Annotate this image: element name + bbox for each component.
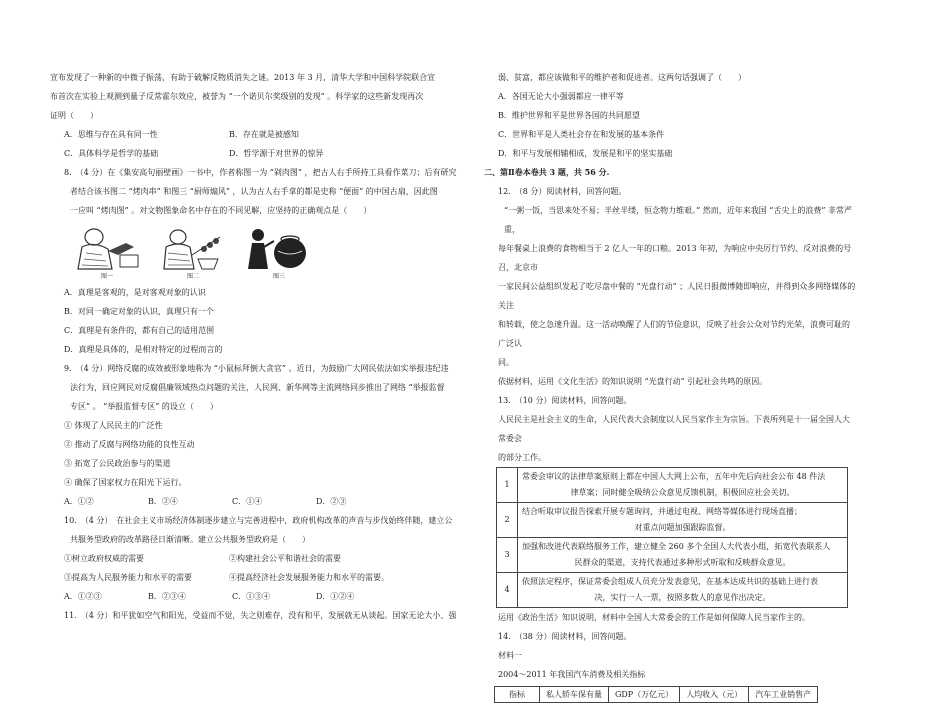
q12-heading: 12. （8 分）阅读材料，回答问题。 — [498, 187, 627, 196]
row-number: 4 — [497, 573, 518, 608]
table-header: 汽车工业销售产 — [749, 687, 818, 703]
mural-figure-one-image — [72, 225, 142, 273]
q9-statement: ④ 确保了国家权力在阳光下运行。 — [64, 478, 187, 487]
q9-options-row — [50, 492, 470, 511]
q7-option-b[interactable]: B．存在就是被感知 — [229, 130, 299, 139]
q11-option-b[interactable]: B．维护世界和平是世界各国的共同愿望 — [498, 111, 640, 120]
q9-statement: ① 体现了人民民主的广泛性 — [64, 421, 163, 430]
q14-heading: 14. （38 分）阅读材料，回答问题。 — [498, 632, 632, 641]
q8-option-b[interactable]: B．对同一确定对象的认识，真理只有一个 — [64, 307, 214, 316]
q7-option-d[interactable]: D．哲学源于对世界的惊异 — [229, 149, 324, 158]
q11-text: 弱、贫富，都应该做和平的维护者和促进者。这两句话强调了（ ） — [498, 73, 746, 82]
q10-statement: ④提高经济社会发展服务能力和水平的需要。 — [229, 573, 389, 582]
npc-work-table — [496, 467, 848, 608]
q9-option-a[interactable]: A．①② — [64, 497, 94, 506]
figure-three — [240, 225, 318, 281]
mural-figure-three-image — [244, 225, 314, 273]
left-column — [50, 68, 470, 625]
table-header: 私人轿车保有量 — [540, 687, 609, 703]
q9-text: 专区” 。 “举报监督专区” 的设立（ ） — [70, 402, 218, 411]
table-row — [497, 538, 848, 573]
q11-option-a[interactable]: A．各国无论大小强弱都应一律平等 — [498, 92, 624, 101]
q12-text: “一粥一饭，当思来处不易；半丝半缕，恒念物力维艰。” 然而，近年来我国 “舌尖上的浪费” 非常严重， — [504, 206, 852, 234]
q12-text: 一家民间公益组织发起了吃尽盘中餐的 “光盘行动” ；人民日报微博随即响应，并得到众多网络媒体的关注 — [498, 282, 856, 310]
q9-statement: ③ 拓宽了公民政治参与的渠道 — [64, 459, 171, 468]
q12-text: 每年餐桌上浪费的食物相当于 2 亿人一年的口粮。2013 年初，为响应中央厉行节约、反对浪费的号召，北京市 — [498, 244, 852, 272]
q9-text: 法行为，回应网民对反腐倡廉领域热点问题的关注，人民网、新华网等主流网络同步推出了网络 “举报监督 — [70, 383, 445, 392]
section-heading: 二、第Ⅱ卷本卷共 3 题，共 56 分. — [484, 167, 610, 177]
q14-table-title: 2004～2011 年我国汽车消费及相关指标 — [498, 670, 646, 679]
row-number: 2 — [497, 503, 518, 538]
cell-line: 常委会审议的法律草案原则上都在中国人大网上公布，五年中先后向社会公布 48 件法 — [522, 472, 826, 481]
q7-text: 布首次在实验上观测到量子反常霍尔效应，被誉为 “一个诺贝尔奖级别的发现” 。科学家的这些新发现再次 — [50, 92, 424, 101]
q10-option-d[interactable]: D．①②④ — [316, 592, 355, 601]
row-number: 1 — [497, 468, 518, 503]
table-row — [497, 573, 848, 608]
q10-statements-row — [50, 549, 470, 568]
table-header: GDP（万亿元） — [609, 687, 680, 703]
q8-option-c[interactable]: C．真理是有条件的，都有自己的适用范围 — [64, 326, 215, 335]
q7-text: 证明（ ） — [50, 111, 98, 120]
table-row — [497, 468, 848, 503]
q8-text: 8. （4 分）在《集安高句丽壁画》一书中，作者称图一为 “剁肉图” ，把古人右手所持工具看作菜刀；后有研究 — [64, 168, 457, 177]
table-cell — [518, 538, 848, 573]
q10-statements-row — [50, 568, 470, 587]
row-number: 3 — [497, 538, 518, 573]
q13-text: 的部分工作。 — [498, 453, 546, 462]
q10-option-a[interactable]: A．①②③ — [64, 592, 102, 601]
q8-text: 一应叫 “烤肉图” 。对文物图象命名中存在的不同见解，应坚持的正确观点是（ ） — [70, 206, 372, 215]
q13-heading: 13. （10 分）阅读材料，回答问题。 — [498, 396, 632, 405]
q13-question: 运用《政治生活》知识说明，材料中全国人大常委会的工作是如何保障人民当家作主的。 — [498, 613, 810, 622]
q12-text: 和转载，使之急速升温。这一活动唤醒了人们的节俭意识，反映了社会公众对节约光荣，浪费可耻的广泛认 — [498, 320, 850, 348]
figure-one-caption: 图一 — [100, 273, 113, 280]
mural-figure-two-image — [158, 225, 228, 273]
q7-option-a[interactable]: A．思维与存在具有同一性 — [64, 130, 158, 139]
table-cell — [518, 573, 848, 608]
q8-option-d[interactable]: D．真理是具体的，是相对特定的过程而言的 — [64, 345, 223, 354]
figure-two — [154, 225, 232, 281]
table-cell — [518, 503, 848, 538]
q7-options-row — [50, 144, 470, 163]
q8-text: 者结合该书图二 “烤肉串” 和图三 “厨师煽风” ，认为古人右手拿的都是史称 “便面” 的中国古扇，因此图 — [70, 187, 438, 196]
table-cell — [518, 468, 848, 503]
q9-statement: ② 推动了反腐与网络功能的良性互动 — [64, 440, 195, 449]
table-header-row — [495, 687, 818, 703]
cell-line: 决，实行一人一票，按照多数人的意见作出决定。 — [594, 593, 771, 602]
q14-material-label: 材料一 — [498, 651, 522, 660]
q9-option-b[interactable]: B．②④ — [148, 497, 178, 506]
q13-text: 人民民主是社会主义的生命，人民代表大会制度以人民当家作主为宗旨。下表所列是十一届全国人大常委会 — [498, 415, 850, 443]
q10-option-b[interactable]: B．②③④ — [148, 592, 186, 601]
cell-line: 加强和改进代表联络服务工作，建立健全 260 多个全国人大代表小组，拓宽代表联系人 — [522, 542, 831, 551]
cell-line: 对重点问题加强跟踪监督。 — [634, 523, 731, 532]
q7-text: 宣布发现了一种新的中微子振荡，有助于破解反物质消失之谜。2013 年 3 月，清华大学和中国科学院联合宣 — [50, 73, 436, 82]
q11-text: 11. （4 分）和平犹如空气和阳光，受益而不觉，失之则难存，没有和平，发展就无从谈起。国家无论大小、强 — [64, 611, 457, 620]
q10-statement: ③提高为人民服务能力和水平的需要 — [64, 573, 192, 582]
q7-option-c[interactable]: C．具体科学是哲学的基础 — [64, 149, 159, 158]
q9-option-d[interactable]: D．②③ — [316, 497, 347, 506]
mural-figures — [50, 221, 470, 281]
q10-options-row — [50, 587, 470, 606]
car-consumption-table — [494, 686, 818, 703]
q12-text: 同。 — [498, 358, 514, 367]
q7-options-row — [50, 125, 470, 144]
cell-line: 律草案；同时健全吸纳公众意见反馈机制，积极回应社会关切。 — [570, 488, 795, 497]
figure-one — [68, 225, 146, 281]
right-column — [484, 68, 856, 703]
q10-statement: ①树立政府权威的需要 — [64, 554, 144, 563]
q10-text: 共服务型政府的改革路径日渐清晰。建立公共服务型政府是（ ） — [70, 535, 310, 544]
q11-option-d[interactable]: D．和平与发展相辅相成，发展是和平的坚实基础 — [498, 149, 673, 158]
q10-option-c[interactable]: C．①③④ — [232, 592, 271, 601]
q8-option-a[interactable]: A．真理是客观的，是对客观对象的认识 — [64, 288, 206, 297]
q9-option-c[interactable]: C．①④ — [232, 497, 263, 506]
figure-two-caption: 图二 — [186, 273, 199, 280]
table-header: 人均收入（元） — [680, 687, 749, 703]
q12-question: 依据材料，运用《文化生活》的知识说明 “光盘行动” 引起社会共鸣的原因。 — [498, 377, 768, 386]
q10-statement: ②构建社会公平和谐社会的需要 — [229, 554, 341, 563]
figure-three-caption: 图三 — [272, 273, 285, 280]
cell-line: 依照法定程序，保证常委会组成人员充分发表意见，在基本达成共识的基础上进行表 — [522, 577, 818, 586]
q11-option-c[interactable]: C．世界和平是人类社会存在和发展的基本条件 — [498, 130, 665, 139]
q9-text: 9. （4 分）网络反腐的成效被形象地称为 “小鼠标拜倒大贪官” 。近日，为鼓励广大网民依法如实举报违纪违 — [64, 364, 449, 373]
cell-line: 结合听取审议报告探索开展专题询问，并通过电视、网络等媒体进行现场直播； — [522, 507, 802, 516]
cell-line: 民群众的渠道，支持代表通过多种形式听取和反映群众意见。 — [574, 558, 791, 567]
q10-text: 10. （4 分） 在社会主义市场经济体制逐步建立与完善进程中，政府机构改革的声音与步伐始终伴随，建立公 — [64, 516, 453, 525]
table-header: 指标 — [495, 687, 540, 703]
table-row — [497, 503, 848, 538]
